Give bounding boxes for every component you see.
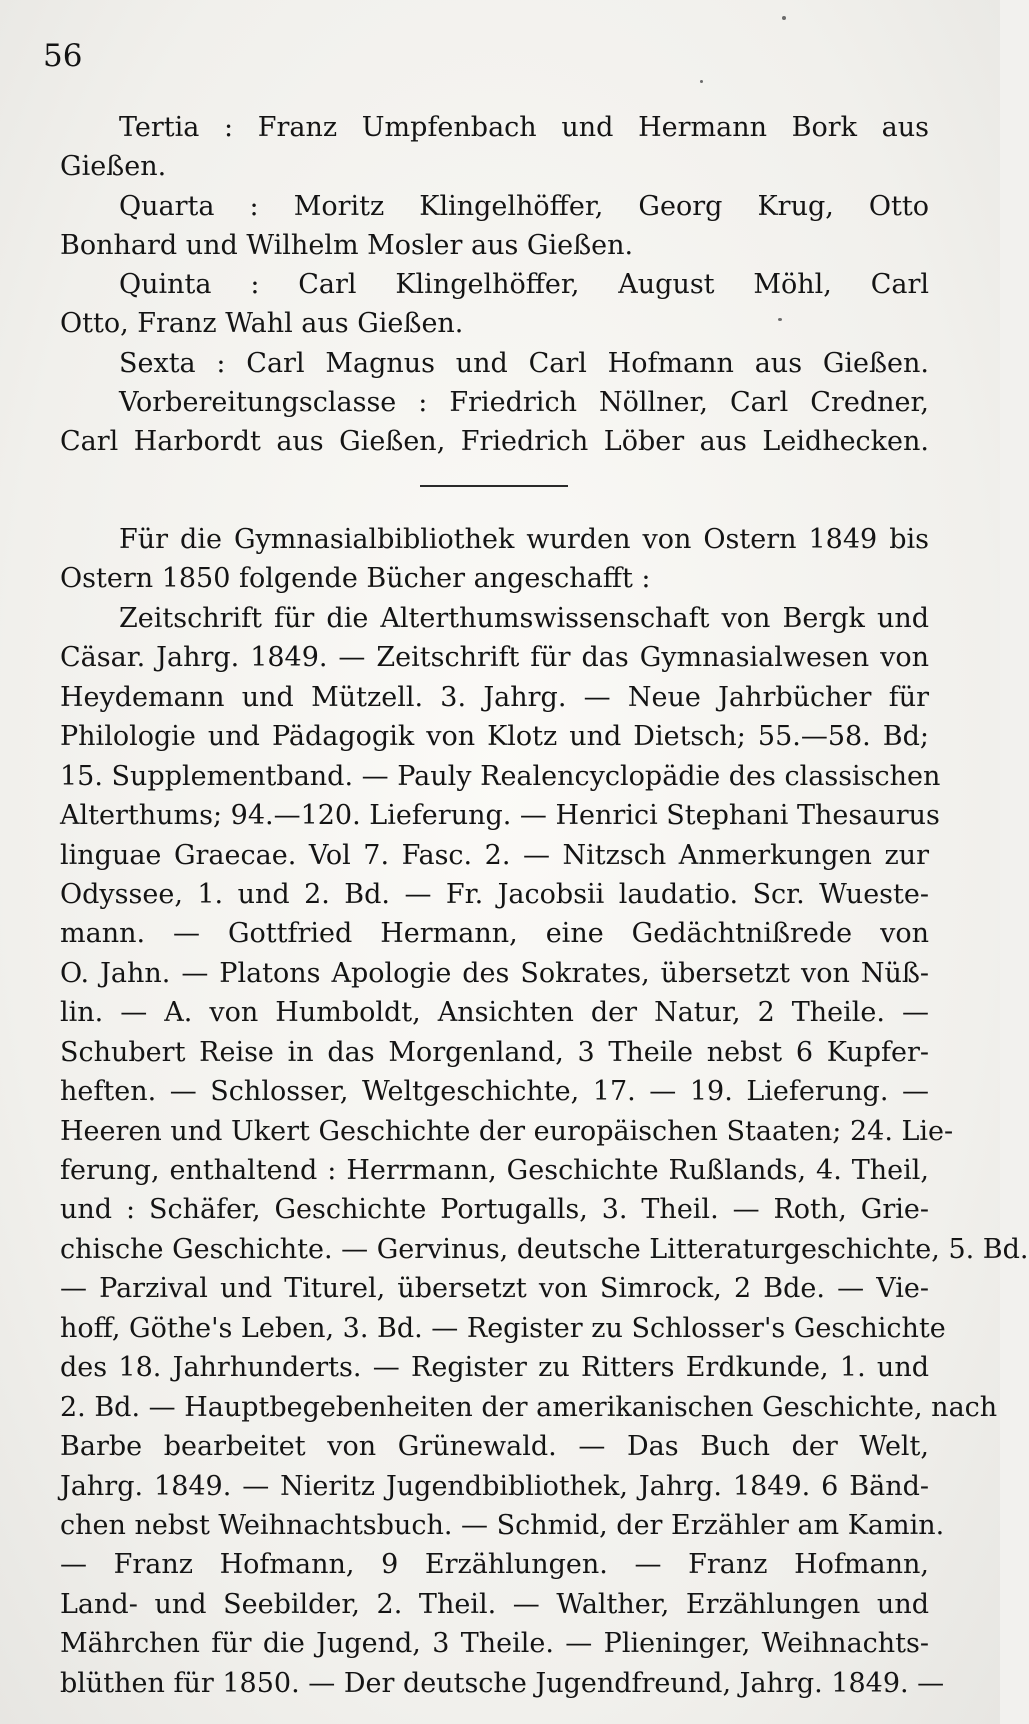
- library-list-line: Heeren und Ukert Geschichte der europäischen Staaten; 24. Lie-: [60, 1115, 954, 1147]
- library-list-line: hoff, Göthe's Leben, 3. Bd. — Register zu Schlosser's Geschichte: [60, 1312, 946, 1344]
- class-list-line: Bonhard und Wilhelm Mosler aus Gießen.: [60, 229, 634, 261]
- class-list-line: Carl Harbordt aus Gießen, Friedrich Löber aus Leidhecken.: [60, 426, 929, 458]
- library-list-line: heften. — Schlosser, Weltgeschichte, 17. — 19. Lieferung. —: [60, 1076, 929, 1108]
- library-list-line: Zeitschrift für die Alterthumswissenschaft von Bergk und: [119, 602, 929, 634]
- library-list-line: Alterthums; 94.—120. Lieferung. — Henrici Stephani Thesaurus: [60, 800, 940, 832]
- class-list-line: Sexta : Carl Magnus und Carl Hofmann aus Gießen.: [119, 347, 929, 379]
- paper-speck: [700, 80, 703, 83]
- class-list-line: Otto, Franz Wahl aus Gießen.: [60, 308, 464, 340]
- library-list-line: chische Geschichte. — Gervinus, deutsche Litteraturgeschichte, 5. Bd.: [60, 1233, 1029, 1265]
- class-lists-section: [60, 108, 929, 462]
- class-list-line: Tertia : Franz Umpfenbach und Hermann Bork aus: [119, 112, 929, 143]
- library-list-line: 15. Supplementband. — Pauly Realencyclopädie des classischen: [60, 760, 941, 792]
- library-list-line: und : Schäfer, Geschichte Portugalls, 3. Theil. — Roth, Grie-: [60, 1194, 929, 1226]
- library-list-line: blüthen für 1850. — Der deutsche Jugendfreund, Jahrg. 1849. —: [60, 1667, 945, 1699]
- class-list-line: Vorbereitungsclasse : Friedrich Nöllner, Carl Credner,: [119, 387, 929, 419]
- library-list-line: Jahrg. 1849. — Nieritz Jugendbibliothek, Jahrg. 1849. 6 Bänd-: [60, 1470, 929, 1502]
- library-list-line: Für die Gymnasialbibliothek wurden von Ostern 1849 bis: [119, 524, 929, 555]
- library-list-line: ferung, enthaltend : Herrmann, Geschichte Rußlands, 4. Theil,: [60, 1155, 929, 1186]
- class-list-line: Quarta : Moritz Klingelhöffer, Georg Krug, Otto: [119, 190, 929, 222]
- library-list-line: Odyssee, 1. und 2. Bd. — Fr. Jacobsii laudatio. Scr. Wueste-: [60, 878, 929, 910]
- library-list-line: — Franz Hofmann, 9 Erzählungen. — Franz Hofmann,: [60, 1549, 929, 1581]
- library-list-line: chen nebst Weihnachtsbuch. — Schmid, der Erzähler am Kamin.: [60, 1509, 945, 1541]
- paper-speck: [782, 16, 786, 20]
- library-list-line: Cäsar. Jahrg. 1849. — Zeitschrift für das Gymnasialwesen von: [60, 642, 929, 674]
- class-list-line: Quinta : Carl Klingelhöffer, August Möhl, Carl: [119, 269, 929, 301]
- class-list-line: Gießen.: [60, 151, 167, 183]
- library-list-line: Schubert Reise in das Morgenland, 3 Theile nebst 6 Kupfer-: [60, 1036, 929, 1068]
- library-acquisitions-section: [60, 520, 1029, 1703]
- library-list-line: Barbe bearbeitet von Grünewald. — Das Buch der Welt,: [60, 1431, 929, 1463]
- library-list-line: — Parzival und Titurel, übersetzt von Simrock, 2 Bde. — Vie-: [60, 1273, 929, 1305]
- library-list-line: Heydemann und Mützell. 3. Jahrg. — Neue Jahrbücher für: [60, 681, 929, 713]
- library-list-line: 2. Bd. — Hauptbegebenheiten der amerikanischen Geschichte, nach: [60, 1391, 998, 1423]
- paper-speck: [778, 318, 782, 321]
- library-list-line: Ostern 1850 folgende Bücher angeschafft :: [60, 563, 651, 595]
- section-divider: [420, 485, 568, 487]
- library-list-line: mann. — Gottfried Hermann, eine Gedächtnißrede von: [60, 918, 929, 950]
- library-list-line: linguae Graecae. Vol 7. Fasc. 2. — Nitzsch Anmerkungen zur: [60, 839, 929, 871]
- library-list-line: O. Jahn. — Platons Apologie des Sokrates, übersetzt von Nüß-: [60, 957, 929, 989]
- library-list-line: des 18. Jahrhunderts. — Register zu Ritters Erdkunde, 1. und: [60, 1352, 929, 1384]
- library-list-line: Land- und Seebilder, 2. Theil. — Walther, Erzählungen und: [60, 1588, 929, 1620]
- library-list-line: Mährchen für die Jugend, 3 Theile. — Plieninger, Weihnachts-: [60, 1628, 929, 1660]
- library-list-line: Philologie und Pädagogik von Klotz und Dietsch; 55.—58. Bd;: [60, 721, 929, 753]
- page-number: 56: [43, 38, 83, 74]
- library-list-line: lin. — A. von Humboldt, Ansichten der Natur, 2 Theile. —: [60, 997, 929, 1029]
